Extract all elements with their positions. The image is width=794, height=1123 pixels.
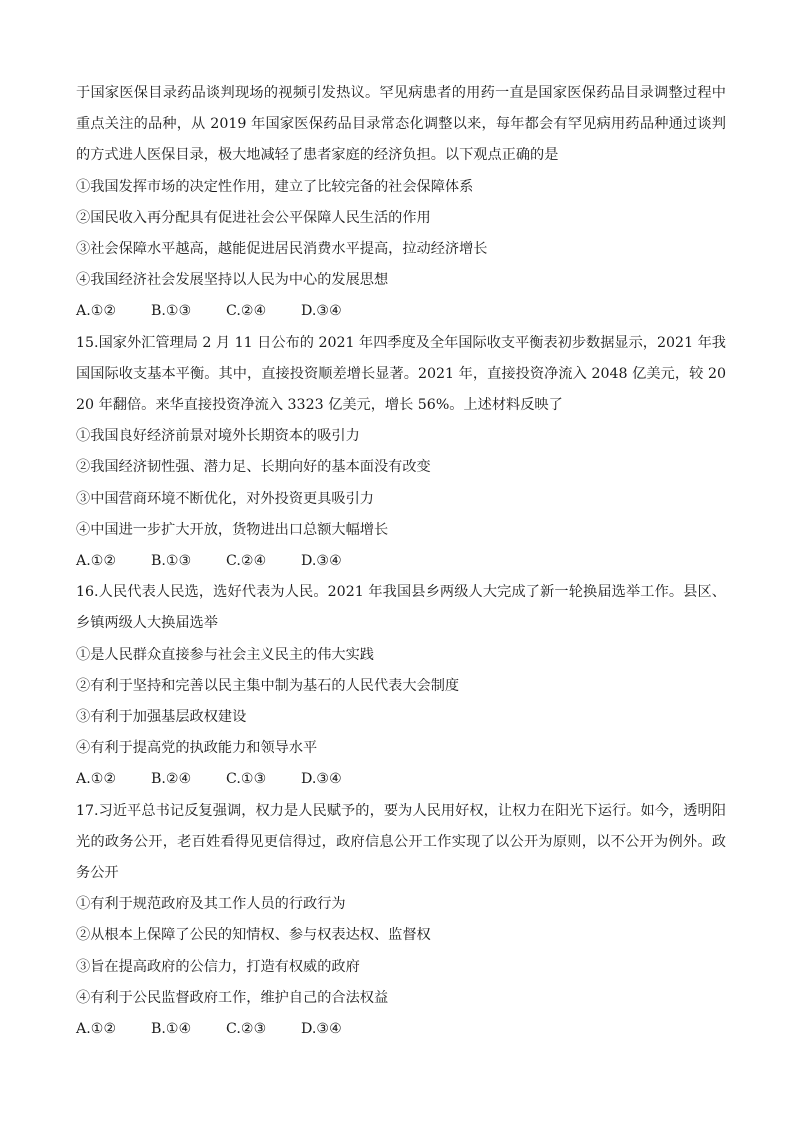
question-stem: 16.人民代表人民选，选好代表为人民。2021 年我国县乡两级人大完成了新一轮换届选举工作。县区、乡镇两级人大换届选举 (76, 584, 726, 632)
option-2: ②有利于坚持和完善以民主集中制为基石的人民代表大会制度 (76, 677, 460, 694)
answer-choices (76, 764, 726, 795)
choice-c: C.②④ (226, 303, 267, 320)
choice-a: A.①② (76, 771, 117, 788)
choice-b: B.①③ (151, 553, 192, 570)
question-stem: 17.习近平总书记反复强调，权力是人民赋予的，要为人民用好权，让权力在阳光下运行。如今，透明阳光的政务公开，老百姓看得见更信得过，政府信息公开工作实现了以公开为原则，以不公开为例外。政务公开 (76, 802, 726, 882)
option-4: ④有利于公民监督政府工作，维护自己的合法权益 (76, 989, 389, 1006)
answer-choices (76, 546, 726, 577)
exam-page (76, 78, 726, 1045)
option-1: ①我国发挥市场的决定性作用，建立了比较完备的社会保障体系 (76, 178, 474, 195)
option-3: ③旨在提高政府的公信力，打造有权威的政府 (76, 958, 360, 975)
answer-choices (76, 1014, 726, 1045)
choice-a: A.①② (76, 1021, 117, 1038)
question-15 (76, 328, 726, 578)
option-1: ①是人民群众直接参与社会主义民主的伟大实践 (76, 646, 374, 663)
option-2: ②国民收入再分配具有促进社会公平保障人民生活的作用 (76, 209, 431, 226)
choice-c: C.①③ (226, 771, 267, 788)
choice-b: B.①④ (151, 1021, 192, 1038)
option-2: ②从根本上保障了公民的知情权、参与权表达权、监督权 (76, 927, 431, 944)
choice-c: C.②③ (226, 1021, 267, 1038)
option-4: ④中国进一步扩大开放，货物进出口总额大幅增长 (76, 521, 389, 538)
choice-a: A.①② (76, 303, 117, 320)
choice-d: D.③④ (301, 771, 342, 788)
question-14 (76, 78, 726, 328)
choice-d: D.③④ (301, 553, 342, 570)
answer-choices (76, 296, 726, 327)
question-16 (76, 577, 726, 795)
choice-a: A.①② (76, 553, 117, 570)
choice-d: D.③④ (301, 1021, 342, 1038)
choice-d: D.③④ (301, 303, 342, 320)
choice-b: B.②④ (151, 771, 192, 788)
choice-b: B.①③ (151, 303, 192, 320)
option-3: ③中国营商环境不断优化，对外投资更具吸引力 (76, 490, 374, 507)
choice-c: C.②④ (226, 553, 267, 570)
option-3: ③有利于加强基层政权建设 (76, 709, 247, 726)
question-stem: 15.国家外汇管理局 2 月 11 日公布的 2021 年四季度及全年国际收支平衡表初步数据显示，2021 年我国国际收支基本平衡。其中，直接投资顺差增长显著。2021 年，直接投资净流入 2048 亿美元，较 2020 年翻倍。来华直接投资净流入 3323 亿美元，增长 56%。上述材料反映了 (76, 334, 726, 414)
option-2: ②我国经济韧性强、潜力足、长期向好的基本面没有改变 (76, 459, 431, 476)
question-17 (76, 796, 726, 1046)
option-1: ①有利于规范政府及其工作人员的行政行为 (76, 896, 346, 913)
question-stem: 于国家医保目录药品谈判现场的视频引发热议。罕见病患者的用药一直是国家医保药品目录调整过程中重点关注的品种，从 2019 年国家医保药品目录常态化调整以来，每年都会有罕见病用药品种通过谈判的方式进人医保目录，极大地减轻了患者家庭的经济负担。以下观点正确的是 (76, 85, 726, 164)
option-3: ③社会保障水平越高，越能促进居民消费水平提高，拉动经济增长 (76, 241, 488, 258)
option-1: ①我国良好经济前景对境外长期资本的吸引力 (76, 428, 360, 445)
option-4: ④我国经济社会发展坚持以人民为中心的发展思想 (76, 272, 389, 289)
option-4: ④有利于提高党的执政能力和领导水平 (76, 740, 318, 757)
